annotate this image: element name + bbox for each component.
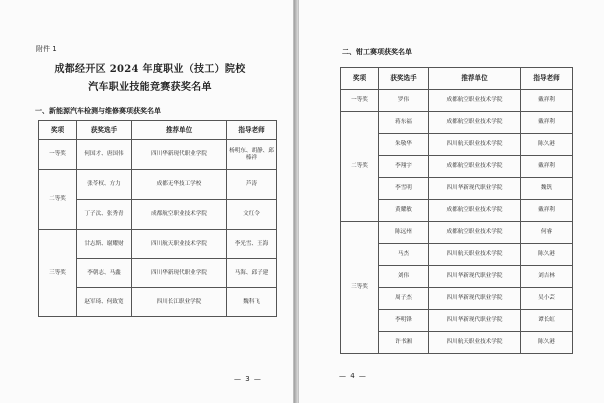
header-teacher: 指导老师 <box>227 121 277 140</box>
teacher-cell: 魏钒 <box>521 178 573 200</box>
header-unit: 推荐单位 <box>429 68 521 90</box>
header-award: 奖项 <box>341 68 379 90</box>
award-cell: 一等奖 <box>39 140 77 170</box>
teachers-cell: 魏科飞 <box>227 288 277 317</box>
player-cell: 陈远州 <box>379 222 429 244</box>
player-cell: 刘伟 <box>379 266 429 288</box>
teachers-cell: 马海、邱子建 <box>227 259 277 288</box>
document-title-line1: 成都经开区 2024 年度职业（技工）院校 <box>54 64 246 75</box>
award-cell: 二等奖 <box>341 112 379 222</box>
header-unit: 推荐单位 <box>132 121 227 140</box>
section-title-ev: 一、新能源汽车检测与维修赛项获奖名单 <box>35 107 161 115</box>
teacher-cell: 陈久港 <box>521 332 573 354</box>
teacher-cell: 陈久港 <box>521 134 573 156</box>
award-cell: 一等奖 <box>341 90 379 112</box>
award-cell: 二等奖 <box>39 170 77 230</box>
teachers-cell: 芦涛 <box>227 170 277 200</box>
players-cell: 赵军琦、何致宽 <box>77 288 132 317</box>
unit-cell: 四川航天职业技术学院 <box>429 332 521 354</box>
player-cell: 朱敬华 <box>379 134 429 156</box>
teacher-cell: 吴小芸 <box>521 288 573 310</box>
section-title-fitter: 二、钳工赛项获奖名单 <box>342 48 412 56</box>
player-cell: 李翔宇 <box>379 156 429 178</box>
teachers-cell: 杨明东、胡静、邱榛祥 <box>227 140 277 170</box>
unit-cell: 成都航空职业技术学院 <box>429 200 521 222</box>
table-row <box>39 170 277 200</box>
player-cell: 周子杰 <box>379 288 429 310</box>
unit-cell: 四川华新现代职业学院 <box>429 288 521 310</box>
unit-cell: 成都航空职业技术学院 <box>429 112 521 134</box>
teacher-cell: 戴祥利 <box>521 156 573 178</box>
unit-cell: 四川航天职业技术学院 <box>429 134 521 156</box>
unit-cell: 成都航空职业技术学院 <box>132 200 227 230</box>
fitter-awards-table <box>340 67 573 354</box>
player-cell: 许书湘 <box>379 332 429 354</box>
player-cell: 蒋东福 <box>379 112 429 134</box>
teacher-cell: 刘吉林 <box>521 266 573 288</box>
player-cell: 李明锋 <box>379 310 429 332</box>
player-cell: 马杰 <box>379 244 429 266</box>
header-player: 获奖选手 <box>77 121 132 140</box>
table-row <box>341 112 573 134</box>
teacher-cell: 戴祥利 <box>521 200 573 222</box>
ev-awards-table <box>38 120 277 317</box>
document-title-line2: 汽车职业技能竞赛获奖名单 <box>88 82 212 93</box>
page-number: — 4 — <box>339 372 367 380</box>
teacher-cell: 谭长虹 <box>521 310 573 332</box>
award-cell: 三等奖 <box>39 230 77 317</box>
attachment-label: 附件 1 <box>36 45 57 53</box>
table-row <box>39 230 277 259</box>
teacher-cell: 陈久港 <box>521 244 573 266</box>
unit-cell: 四川华新现代职业学院 <box>429 266 521 288</box>
table-row <box>39 140 277 170</box>
teacher-cell: 何睿 <box>521 222 573 244</box>
table-row <box>341 90 573 112</box>
unit-cell: 四川长江职业学院 <box>132 288 227 317</box>
unit-cell: 四川华新现代职业学院 <box>132 259 227 288</box>
players-cell: 李朝志、马鑫 <box>77 259 132 288</box>
unit-cell: 四川华新现代职业学院 <box>429 178 521 200</box>
teacher-cell: 戴祥利 <box>521 112 573 134</box>
unit-cell: 四川航天职业技术学院 <box>132 230 227 259</box>
players-cell: 张苓权、方力 <box>77 170 132 200</box>
unit-cell: 四川华新现代职业学院 <box>132 140 227 170</box>
header-award: 奖项 <box>39 121 77 140</box>
page-number: — 3 — <box>234 375 262 383</box>
teachers-cell: 李光雪、王海 <box>227 230 277 259</box>
header-teacher: 指导老师 <box>521 68 573 90</box>
unit-cell: 成都航空职业技术学院 <box>429 90 521 112</box>
player-cell: 罗伟 <box>379 90 429 112</box>
players-cell: 何国才、唐国伟 <box>77 140 132 170</box>
player-cell: 李雪明 <box>379 178 429 200</box>
table-row <box>341 222 573 244</box>
player-cell: 黄耀敏 <box>379 200 429 222</box>
unit-cell: 四川华新现代职业学院 <box>429 310 521 332</box>
header-player: 获奖选手 <box>379 68 429 90</box>
unit-cell: 成都航空职业技术学院 <box>429 156 521 178</box>
players-cell: 甘志斯、谢耀财 <box>77 230 132 259</box>
unit-cell: 四川航天职业技术学院 <box>429 244 521 266</box>
teachers-cell: 文红令 <box>227 200 277 230</box>
players-cell: 丁子汰、张秀青 <box>77 200 132 230</box>
teacher-cell: 戴祥利 <box>521 90 573 112</box>
unit-cell: 成都无华技工学校 <box>132 170 227 200</box>
unit-cell: 成都航空职业技术学院 <box>429 222 521 244</box>
award-cell: 三等奖 <box>341 222 379 354</box>
